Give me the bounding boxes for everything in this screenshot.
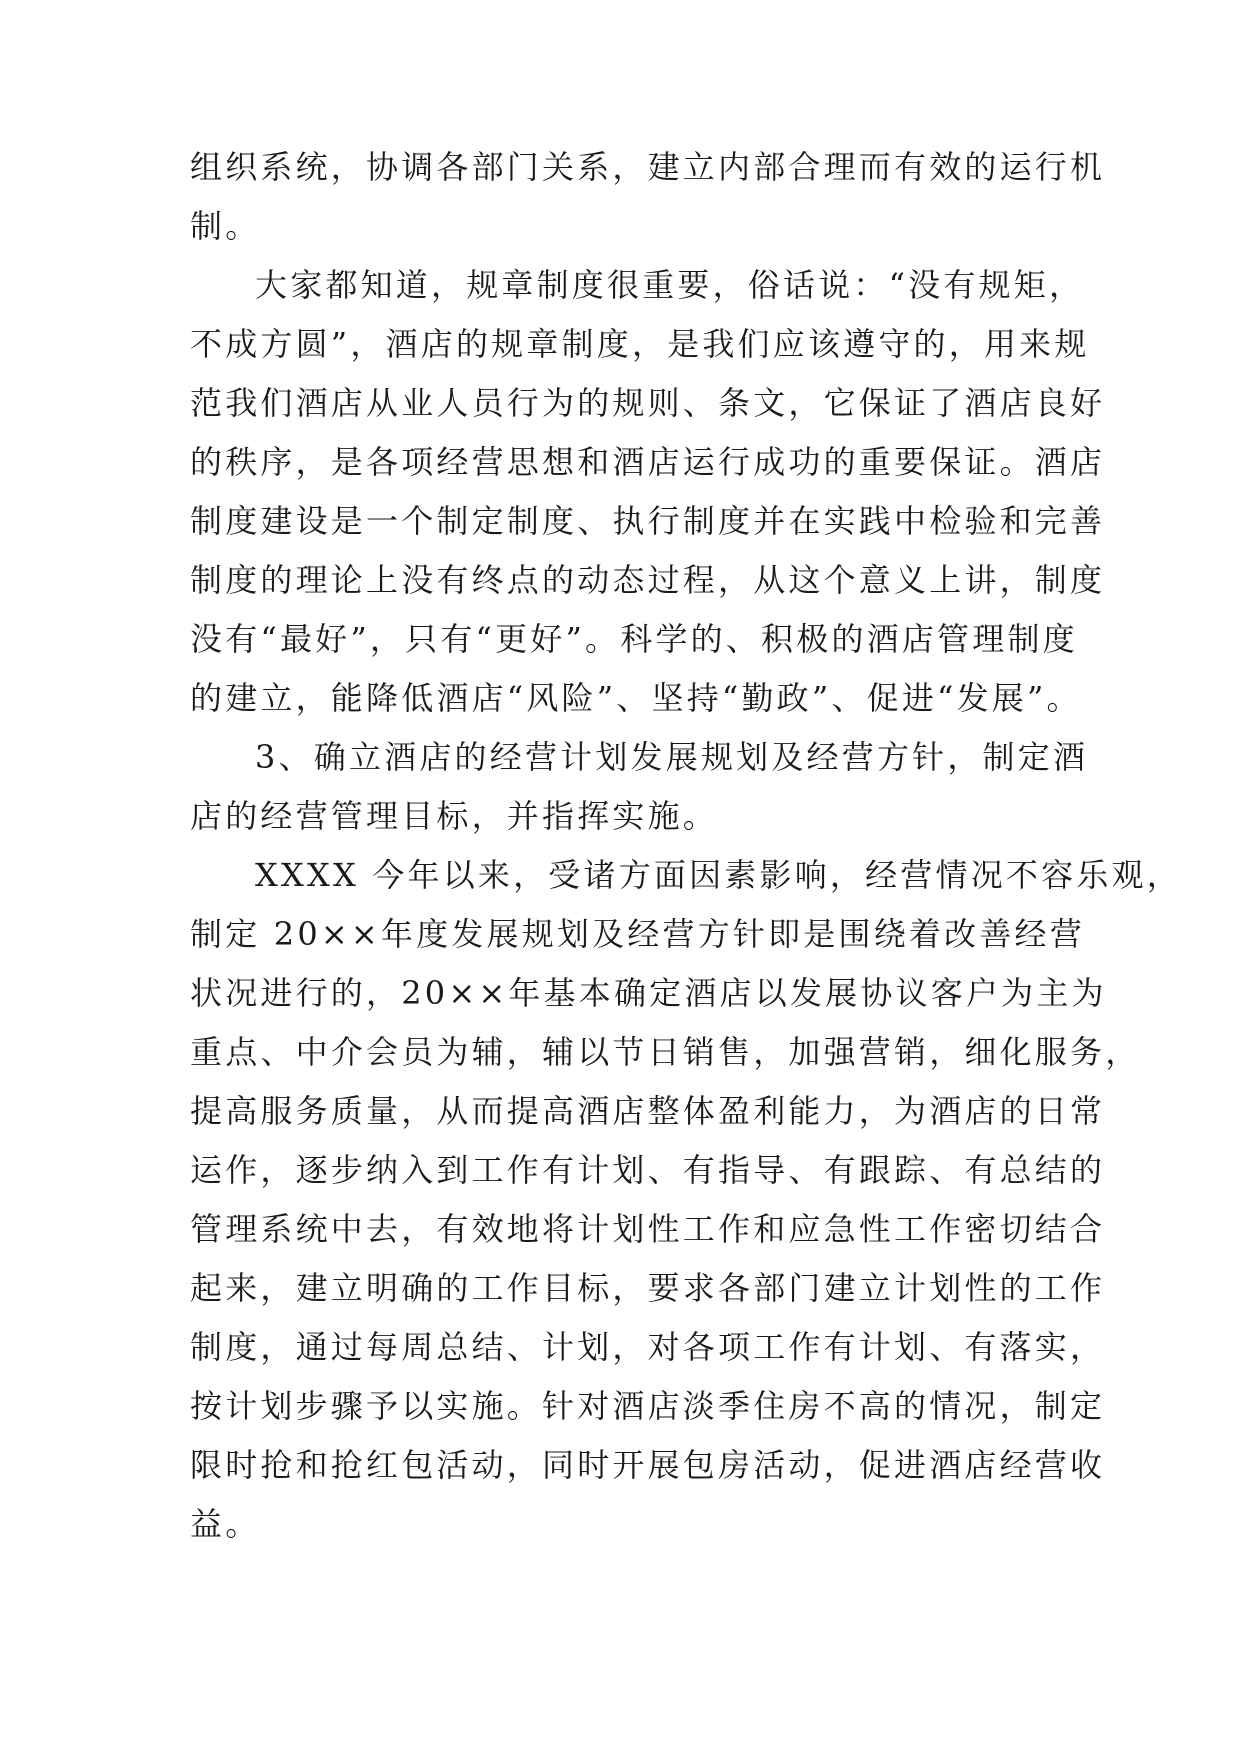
- paragraph-line: 制度的理论上没有终点的动态过程，从这个意义上讲，制度: [190, 561, 1106, 599]
- paragraph-line: 的秩序，是各项经营思想和酒店运行成功的重要保证。酒店: [190, 443, 1106, 481]
- paragraph-line: 提高服务质量，从而提高酒店整体盈利能力，为酒店的日常: [190, 1092, 1106, 1130]
- paragraph-line: 益。: [190, 1505, 261, 1543]
- paragraph-line: 制度建设是一个制定制度、执行制度并在实践中检验和完善: [190, 502, 1106, 540]
- paragraph-line: 按计划步骤予以实施。针对酒店淡季住房不高的情况，制定: [190, 1387, 1106, 1425]
- paragraph-line: 的建立，能降低酒店“风险”、坚持“勤政”、促进“发展”。: [190, 679, 1082, 717]
- paragraph-line: 范我们酒店从业人员行为的规则、条文，它保证了酒店良好: [190, 384, 1106, 422]
- paragraph-line: 运作，逐步纳入到工作有计划、有指导、有跟踪、有总结的: [190, 1151, 1106, 1189]
- paragraph-line: 状况进行的，20××年基本确定酒店以发展协议客户为主为: [190, 974, 1107, 1012]
- paragraph-line: 制定 20××年度发展规划及经营方针即是围绕着改善经营: [190, 915, 1085, 953]
- paragraph-line: XXXX 今年以来，受诸方面因素影响，经营情况不容乐观，: [255, 856, 1182, 894]
- paragraph-line: 不成方圆”，酒店的规章制度，是我们应该遵守的，用来规: [190, 325, 1090, 363]
- paragraph-line: 组织系统，协调各部门关系，建立内部合理而有效的运行机: [190, 148, 1106, 186]
- paragraph-line: 制度，通过每周总结、计划，对各项工作有计划、有落实，: [190, 1328, 1106, 1366]
- paragraph-line: 制。: [190, 207, 261, 245]
- paragraph-line: 大家都知道，规章制度很重要，俗话说：“没有规矩，: [255, 266, 1085, 304]
- paragraph-line: 管理系统中去，有效地将计划性工作和应急性工作密切结合: [190, 1210, 1106, 1248]
- paragraph-line: 起来，建立明确的工作目标，要求各部门建立计划性的工作: [190, 1269, 1106, 1307]
- paragraph-line: 没有“最好”，只有“更好”。科学的、积极的酒店管理制度: [190, 620, 1078, 658]
- paragraph-line: 3、确立酒店的经营计划发展规划及经营方针，制定酒: [255, 738, 1089, 776]
- paragraph-line: 限时抢和抢红包活动，同时开展包房活动，促进酒店经营收: [190, 1446, 1106, 1484]
- paragraph-line: 重点、中介会员为辅，辅以节日销售，加强营销，细化服务，: [190, 1033, 1141, 1071]
- paragraph-line: 店的经营管理目标，并指挥实施。: [190, 797, 719, 835]
